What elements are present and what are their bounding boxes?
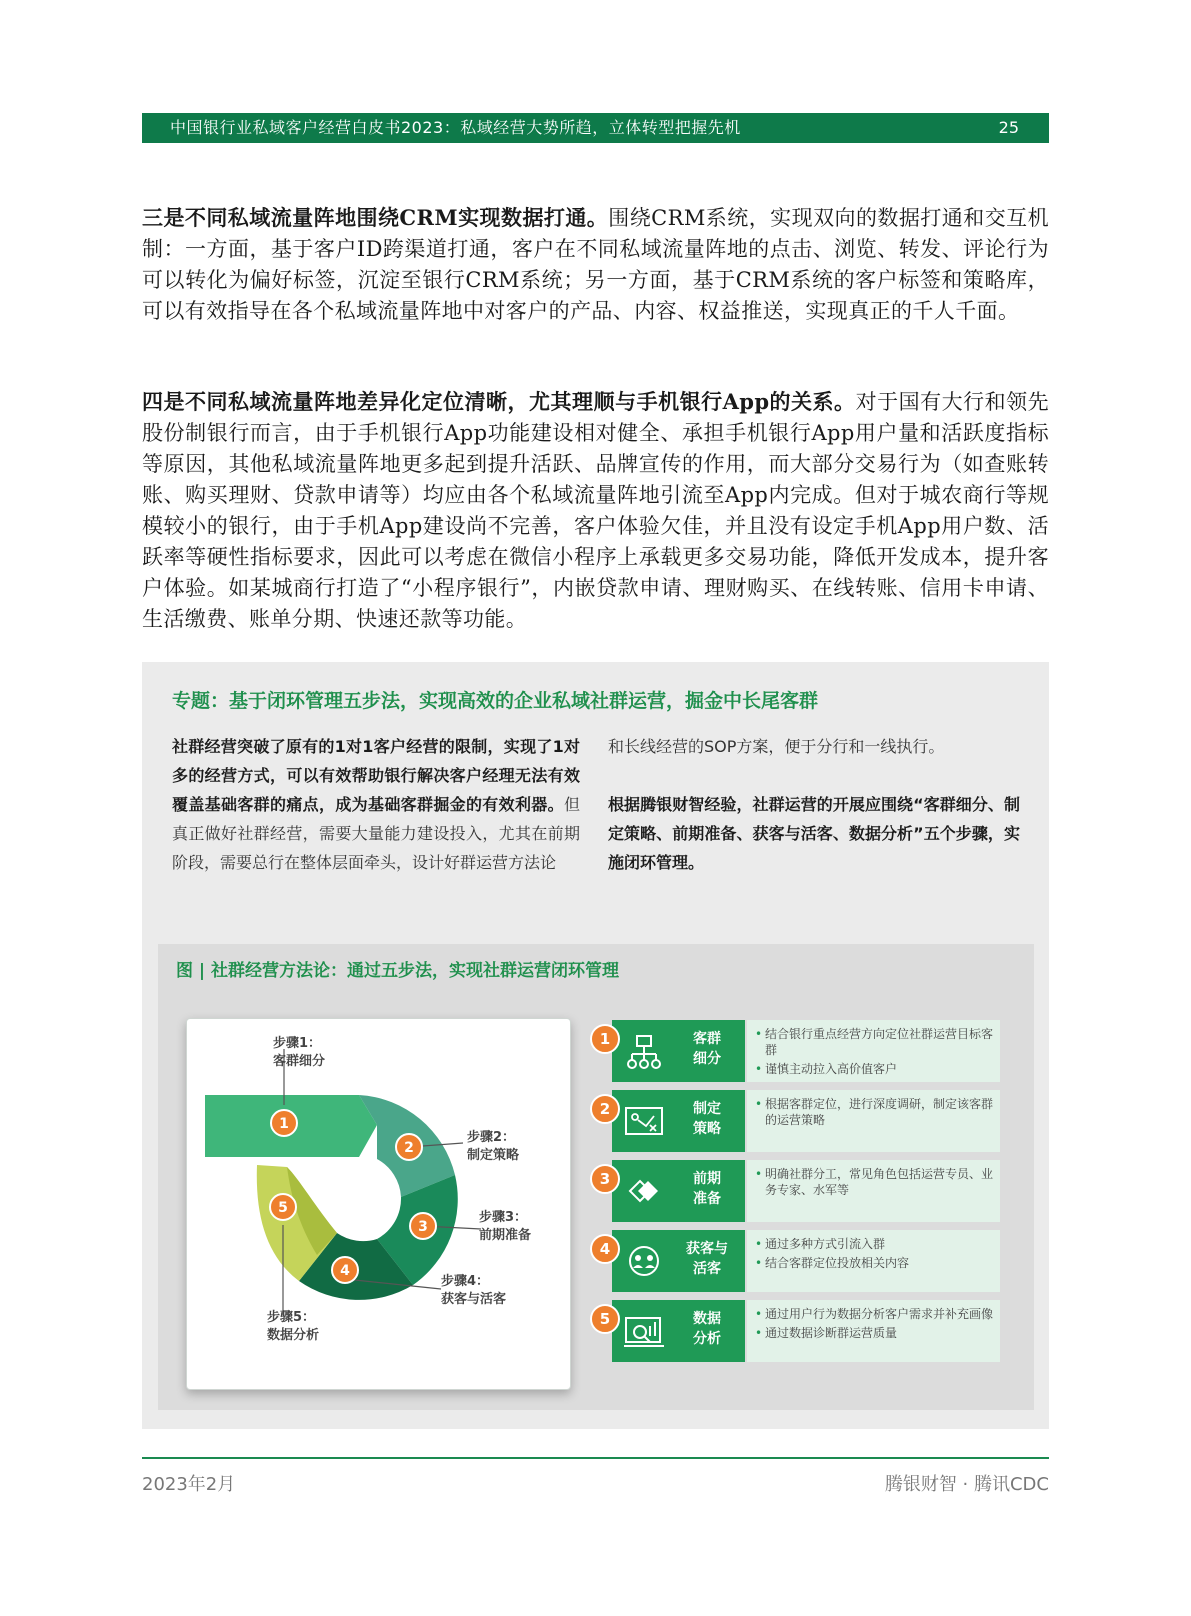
step-label-3b: 前期准备 bbox=[479, 1228, 532, 1243]
footer-divider bbox=[142, 1457, 1049, 1459]
chart-magnifier-icon bbox=[620, 1310, 668, 1352]
cycle-badge-3 bbox=[410, 1213, 436, 1239]
special-topic-box bbox=[142, 662, 1049, 1429]
paragraph-app-body: 对于国有大行和领先股份制银行而言，由于手机银行App功能建设相对健全、承担手机银行App用户量和活跃度指标等原因，其他私域流量阵地更多起到提升活跃、品牌宣传的作用，而大部分交易行为（如查账转账、购买理财、贷款申请等）均应由各个私域流量阵地引流至App内完成。但对于城农商行等规模较小的银行，由于手机App建设尚不完善，客户体验欠佳，并且没有设定手机App用户数、活跃率等硬性指标要求，因此可以考虑在微信小程序上承载更多交易功能，降低开发成本，提升客户体验。如某城商行打造了“小程序银行”，内嵌贷款申请、理财购买、在线转账、信用卡申请、生活缴费、账单分期、快速还款等功能。 bbox=[142, 390, 1049, 631]
paragraph-app bbox=[142, 386, 1049, 635]
step-row-5-bullet-2: • 通过数据诊断群运营质量 bbox=[755, 1325, 994, 1341]
step-row-1-name-b: 细分 bbox=[693, 1051, 721, 1067]
step-row-4 bbox=[590, 1230, 1000, 1292]
step-row-3-name bbox=[672, 1169, 742, 1209]
step-label-3a: 步骤3： bbox=[479, 1210, 528, 1225]
step-row-1-bullet-2: • 谨慎主动拉入高价值客户 bbox=[755, 1061, 994, 1077]
step-row-4-name bbox=[672, 1239, 742, 1279]
step-row-1-name-a: 客群 bbox=[693, 1031, 721, 1047]
page-number: 25 bbox=[998, 118, 1019, 137]
step-row-1-name bbox=[672, 1029, 742, 1069]
step-row-2-name-b: 策略 bbox=[693, 1121, 721, 1137]
step-row-5-badge: 5 bbox=[590, 1304, 620, 1334]
step-row-3-bullet-1: • 明确社群分工，常见角色包括运营专员、业务专家、水军等 bbox=[755, 1166, 994, 1198]
step-row-5-name-b: 分析 bbox=[693, 1331, 721, 1347]
step-row-4-bullet-2: • 结合客群定位投放相关内容 bbox=[755, 1255, 994, 1271]
step-row-4-badge: 4 bbox=[590, 1234, 620, 1264]
step-label-5b: 数据分析 bbox=[267, 1328, 320, 1343]
footer-date: 2023年2月 bbox=[142, 1474, 236, 1495]
step-row-2-head bbox=[612, 1090, 745, 1152]
step-label-1b: 客群细分 bbox=[273, 1054, 326, 1069]
svg-text:3: 3 bbox=[418, 1219, 428, 1235]
step-row-1-head bbox=[612, 1020, 745, 1082]
step-label-5a: 步骤5： bbox=[267, 1310, 316, 1325]
step-row-4-name-b: 活客 bbox=[693, 1261, 721, 1277]
step-row-2-name-a: 制定 bbox=[693, 1101, 721, 1117]
step-label-2b: 制定策略 bbox=[467, 1148, 520, 1163]
special-left-bold: 社群经营突破了原有的1对1客户经营的限制，实现了1对多的经营方式，可以有效帮助银行解决客户经理无法有效覆盖基础客群的痛点，成为基础客群掘金的有效利器。 bbox=[172, 737, 580, 814]
special-topic-title: 专题：基于闭环管理五步法，实现高效的企业私域社群运营，掘金中长尾客群 bbox=[172, 690, 819, 712]
special-right-bold-text: 根据腾银财智经验，社群运营的开展应围绕“客群细分、制定策略、前期准备、获客与活客、数据分析”五个步骤，实施闭环管理。 bbox=[608, 795, 1020, 872]
svg-text:5: 5 bbox=[278, 1200, 288, 1216]
special-left-text: 但真正做好社群经营，需要大量能力建设投入，尤其在前期阶段，需要总行在整体层面牵头，设计好群运营方法论 bbox=[172, 795, 580, 872]
step-row-2 bbox=[590, 1090, 1000, 1152]
svg-text:2: 2 bbox=[404, 1140, 414, 1156]
figure-title: 图 | 社群经营方法论：通过五步法，实现社群运营闭环管理 bbox=[176, 961, 620, 981]
special-left-column bbox=[172, 732, 580, 877]
cycle-badge-2 bbox=[396, 1134, 422, 1160]
step-row-1-bullet-1: • 结合银行重点经营方向定位社群运营目标客群 bbox=[755, 1026, 994, 1058]
step-row-5-head bbox=[612, 1300, 745, 1362]
step-row-3-desc bbox=[747, 1160, 1000, 1222]
step-row-1-desc bbox=[747, 1020, 1000, 1082]
step-row-3-head bbox=[612, 1160, 745, 1222]
cycle-badge-5 bbox=[270, 1194, 296, 1220]
step-label-1a: 步骤1： bbox=[273, 1036, 322, 1051]
figure-box bbox=[158, 944, 1034, 1410]
step-label-4b: 获客与活客 bbox=[441, 1292, 507, 1307]
cycle-badge-1 bbox=[271, 1110, 297, 1136]
step-row-5-name-a: 数据 bbox=[693, 1311, 721, 1327]
step-row-2-badge: 2 bbox=[590, 1094, 620, 1124]
step-row-2-desc bbox=[747, 1090, 1000, 1152]
header-bar bbox=[142, 113, 1049, 143]
step-row-2-name bbox=[672, 1099, 742, 1139]
people-exchange-icon bbox=[620, 1240, 668, 1282]
step-row-4-bullet-1: • 通过多种方式引流入群 bbox=[755, 1236, 994, 1252]
step-row-5 bbox=[590, 1300, 1000, 1362]
step-row-1 bbox=[590, 1020, 1000, 1082]
special-right-continuation: 和长线经营的SOP方案，便于分行和一线执行。 bbox=[608, 737, 945, 756]
svg-text:1: 1 bbox=[279, 1116, 289, 1132]
paragraph-crm-body: 围绕CRM系统，实现双向的数据打通和交互机制：一方面，基于客户ID跨渠道打通，客户在不同私域流量阵地的点击、浏览、转发、评论行为可以转化为偏好标签，沉淀至银行CRM系统；另一方面，基于CRM系统的客户标签和策略库，可以有效指导在各个私域流量阵地中对客户的产品、内容、权益推送，实现真正的千人千面。 bbox=[142, 206, 1049, 323]
step-row-4-desc bbox=[747, 1230, 1000, 1292]
cycle-diagram bbox=[187, 1019, 570, 1389]
diamond-layers-icon bbox=[620, 1170, 668, 1212]
paragraph-app-lead: 四是不同私域流量阵地差异化定位清晰，尤其理顺与手机银行App的关系。 bbox=[142, 389, 856, 414]
paragraph-crm bbox=[142, 202, 1049, 327]
paragraph-crm-lead: 三是不同私域流量阵地围绕CRM实现数据打通。 bbox=[142, 205, 609, 230]
footer-org: 腾银财智 · 腾讯CDC bbox=[884, 1474, 1049, 1495]
strategy-board-icon bbox=[620, 1100, 668, 1142]
step-row-2-bullet-1: • 根据客群定位，进行深度调研，制定该客群的运营策略 bbox=[755, 1096, 994, 1128]
step-row-5-name bbox=[672, 1309, 742, 1349]
step-row-3-badge: 3 bbox=[590, 1164, 620, 1194]
special-right-bold bbox=[608, 790, 1020, 877]
step-row-5-desc bbox=[747, 1300, 1000, 1362]
step-row-5-bullet-1: • 通过用户行为数据分析客户需求并补充画像 bbox=[755, 1306, 994, 1322]
step-row-3-name-a: 前期 bbox=[693, 1171, 721, 1187]
header-title: 中国银行业私域客户经营白皮书2023：私域经营大势所趋，立体转型把握先机 bbox=[170, 118, 741, 137]
step-row-4-head bbox=[612, 1230, 745, 1292]
step-row-1-badge: 1 bbox=[590, 1024, 620, 1054]
step-row-3 bbox=[590, 1160, 1000, 1222]
cycle-diagram-card bbox=[186, 1018, 571, 1390]
cycle-badge-4 bbox=[332, 1257, 358, 1283]
step-row-3-name-b: 准备 bbox=[693, 1191, 721, 1207]
step-row-4-name-a: 获客与 bbox=[686, 1241, 728, 1257]
step-label-4a: 步骤4： bbox=[441, 1274, 490, 1289]
svg-text:4: 4 bbox=[340, 1263, 350, 1279]
network-icon bbox=[620, 1030, 668, 1072]
step-label-2a: 步骤2： bbox=[467, 1130, 516, 1145]
